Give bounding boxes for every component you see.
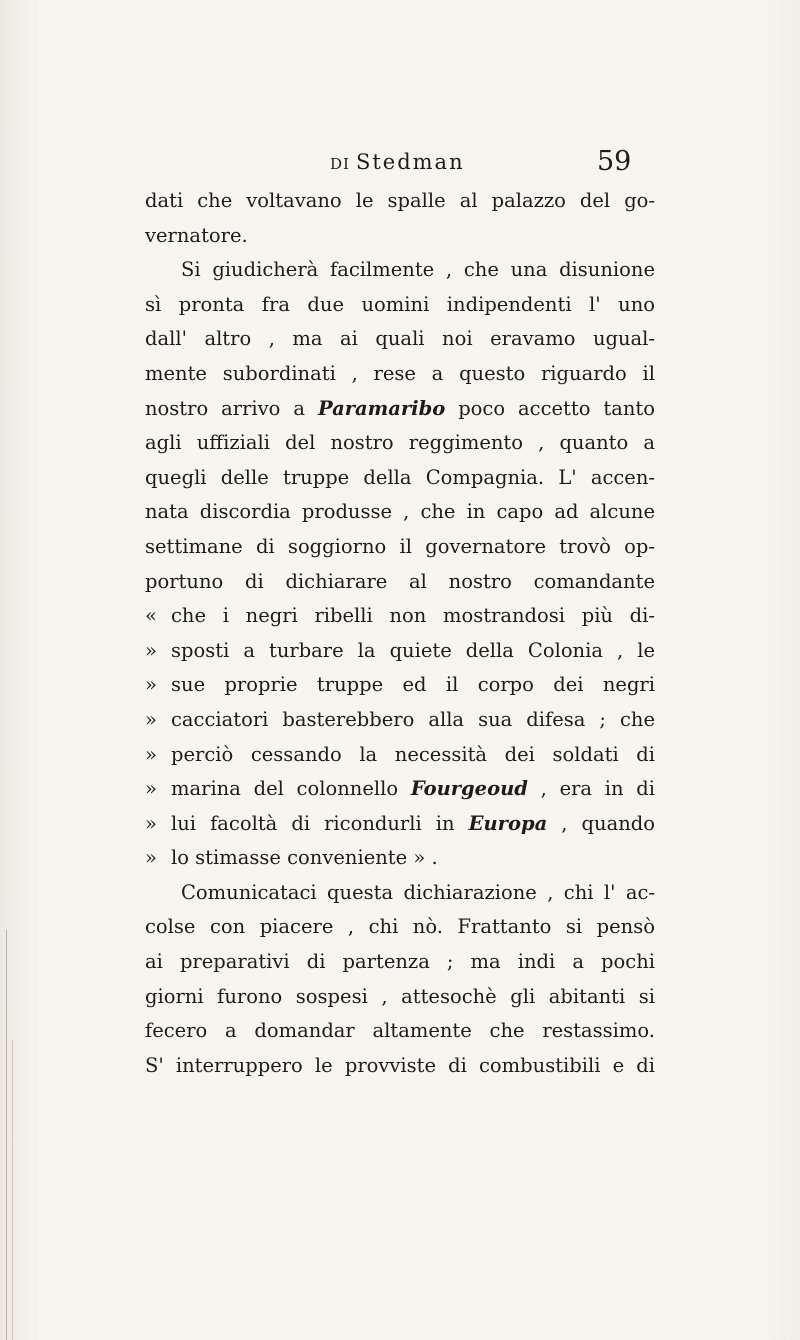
quote-mark: » bbox=[145, 811, 157, 835]
text-line: Comunicataci questa dichiarazione , chi l' ac- bbox=[181, 880, 655, 904]
text-line: ai preparativi di partenza ; ma indi a pochi bbox=[145, 950, 655, 974]
quote-mark: » bbox=[145, 846, 157, 870]
quote-mark: » bbox=[145, 707, 157, 731]
text-segment: poco accetto tanto bbox=[458, 396, 655, 420]
text-segment: lo stimasse conveniente » . bbox=[171, 846, 438, 870]
text-line: S' interruppero le provviste di combustibili e di bbox=[145, 1053, 655, 1077]
text-segment: nostro arrivo a bbox=[145, 396, 305, 420]
text-segment: che i negri ribelli non mostrandosi più di- bbox=[171, 604, 655, 628]
binding-edge bbox=[6, 930, 7, 1340]
page-header bbox=[0, 146, 800, 186]
quote-mark: » bbox=[145, 742, 157, 766]
text-line: mente subordinati , rese a questo riguardo il bbox=[145, 361, 655, 385]
text-segment bbox=[171, 807, 655, 842]
text-segment: sposti a turbare la quiete della Colonia , le bbox=[171, 638, 655, 662]
text-line bbox=[145, 738, 655, 773]
text-segment: , quando bbox=[561, 811, 655, 835]
text-line: sì pronta fra due uomini indipendenti l' uno bbox=[145, 292, 655, 316]
person-name: Fourgeoud bbox=[410, 777, 528, 801]
text-line bbox=[145, 392, 655, 427]
text-line: giorni furono sospesi , attesochè gli abitanti si bbox=[145, 984, 655, 1008]
quote-mark: « bbox=[145, 604, 157, 628]
text-line: quegli delle truppe della Compagnia. L' accen- bbox=[145, 465, 655, 489]
text-segment: lui facoltà di ricondurli in bbox=[171, 811, 455, 835]
text-line: portuno di dichiarare al nostro comandante bbox=[145, 569, 655, 593]
quote-mark: » bbox=[145, 638, 157, 662]
text-segment: cacciatori basterebbero alla sua difesa ; che bbox=[171, 707, 655, 731]
running-head-name: Stedman bbox=[355, 150, 465, 174]
running-head-prefix: DI bbox=[330, 155, 350, 173]
text-line bbox=[145, 703, 655, 738]
text-segment: sue proprie truppe ed il corpo dei negri bbox=[171, 673, 655, 697]
text-segment bbox=[171, 772, 655, 807]
binding-edge-inner bbox=[12, 1040, 13, 1340]
quote-mark: » bbox=[145, 777, 157, 801]
text-line: agli uffiziali del nostro reggimento , quanto a bbox=[145, 431, 655, 455]
text-line bbox=[145, 772, 655, 807]
text-line: colse con piacere , chi nò. Frattanto si pensò bbox=[145, 915, 655, 939]
running-head bbox=[330, 150, 465, 174]
text-line bbox=[145, 807, 655, 842]
text-segment: perciò cessando la necessità dei soldati di bbox=[171, 742, 655, 766]
text-segment: , era in di bbox=[540, 777, 656, 801]
text-line: dati che voltavano le spalle al palazzo del go- bbox=[145, 189, 655, 212]
text-segment: marina del colonnello bbox=[171, 777, 399, 801]
text-line: fecero a domandar altamente che restassimo. bbox=[145, 1019, 655, 1043]
body-text bbox=[145, 184, 655, 1083]
text-line bbox=[145, 599, 655, 634]
text-line: nata discordia produsse , che in capo ad alcune bbox=[145, 500, 655, 524]
text-line: Si giudicherà facilmente , che una disunione bbox=[181, 258, 655, 282]
text-line: dall' altro , ma ai quali noi eravamo ugual- bbox=[145, 327, 655, 351]
page-number: 59 bbox=[597, 146, 632, 177]
text-line bbox=[145, 668, 655, 703]
text-line bbox=[145, 841, 655, 876]
place-name: Paramaribo bbox=[317, 396, 446, 420]
text-line: vernatore. bbox=[145, 223, 248, 247]
text-line: settimane di soggiorno il governatore trovò op- bbox=[145, 534, 655, 558]
place-name: Europa bbox=[468, 811, 548, 835]
text-line bbox=[145, 634, 655, 669]
quote-mark: » bbox=[145, 673, 157, 697]
